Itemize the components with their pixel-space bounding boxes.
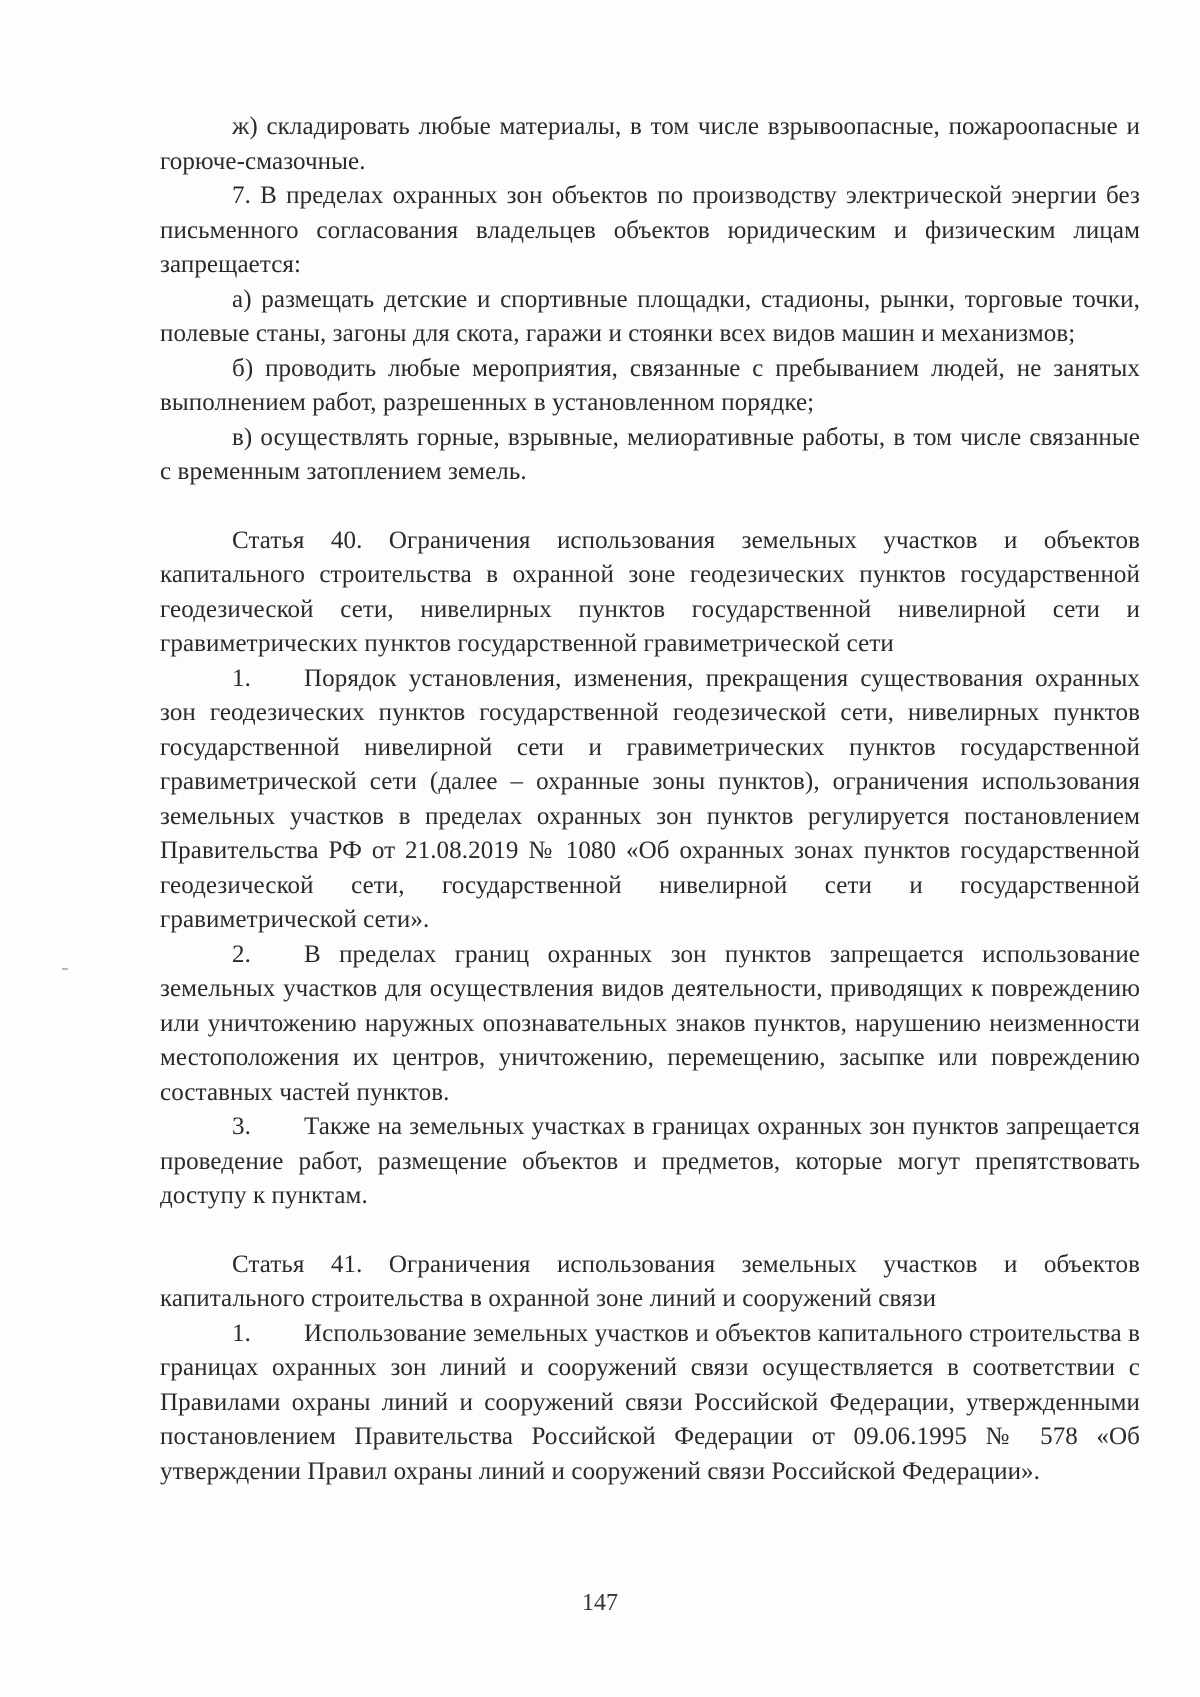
paragraph-item-b: б) проводить любые мероприятия, связанные с пребыванием людей, не занятых выполнением работ, разрешенных в установленном порядке; (160, 354, 1140, 416)
article-40-item-3-text: Также на земельных участках в границах охранных зон пунктов запрещается проведение работ, размещение объектов и предметов, которые могут препятствовать доступу к пунктам. (160, 1113, 1140, 1209)
article-41-heading: Статья 41. Ограничения использования земельных участков и объектов капитального строительства в охранной зоне линий и сооружений связи (160, 1250, 1140, 1312)
article-40-heading: Статья 40. Ограничения использования земельных участков и объектов капитального строительства в охранной зоне геодезических пунктов государственной геодезической сети, нивелирных пунктов государственной нивелирной сети и гравиметрических пунктов государственной гравиметрической сети (160, 526, 1140, 657)
article-40-item-1-text: Порядок установления, изменения, прекращения существования охранных зон геодезических пунктов государственной геодезической сети, нивелирных пунктов государственной нивелирной сети и гравиметрических пунктов государственной гравиметрической сети (далее – охранные зоны пунктов), ограничения использования земельных участков в пределах охранных зон пунктов регулируется постановлением Правительства РФ от 21.08.2019 № 1080 «Об охранных зонах пунктов государственной геодезической сети, государственной нивелирной сети и государственной гравиметрической сети». (160, 664, 1140, 933)
paragraph-item-zh: ж) складировать любые материалы, в том числе взрывоопасные, пожароопасные и горюче-смазочные. (160, 113, 1140, 175)
paragraph-item-v: в) осуществлять горные, взрывные, мелиоративные работы, в том числе связанные с временным затоплением земель. (160, 423, 1140, 485)
article-41-item-1-text: Использование земельных участков и объектов капитального строительства в границах охранных зон линий и сооружений связи осуществляется в соответствии с Правилами охраны линий и сооружений связи Российской Федерации, утвержденными постановлением Правительства Российской Федерации от 09.06.1995 № 578 «Об утверждении Правил охраны линий и сооружений связи Российской Федерации». (160, 1319, 1140, 1485)
article-40-item-1 (160, 662, 1140, 938)
article-41-item-1 (160, 1317, 1140, 1490)
article-40-item-3-number: 3. (232, 1113, 251, 1140)
document-body (160, 110, 1140, 1489)
article-41-item-1-number: 1. (232, 1319, 251, 1347)
page-number: 147 (582, 1590, 618, 1616)
article-40-item-1-number: 1. (232, 664, 251, 692)
scan-artifact (62, 968, 68, 970)
article-40-item-3 (160, 1110, 1140, 1214)
paragraph-item-a: а) размещать детские и спортивные площадки, стадионы, рынки, торговые точки, полевые станы, загоны для скота, гаражи и стоянки всех видов машин и механизмов; (160, 285, 1140, 347)
article-40-item-2-text: В пределах границ охранных зон пунктов запрещается использование земельных участков для осуществления видов деятельности, приводящих к повреждению или уничтожению наружных опознавательных знаков пунктов, нарушению неизменности местоположения их центров, уничтожению, перемещению, засыпке или повреждению составных частей пунктов. (160, 940, 1140, 1106)
paragraph-item-7: 7. В пределах охранных зон объектов по производству электрической энергии без письменного согласования владельцев объектов юридическим и физическим лицам запрещается: (160, 182, 1140, 278)
article-40-item-2-number: 2. (232, 940, 251, 968)
article-40-item-2 (160, 938, 1140, 1111)
